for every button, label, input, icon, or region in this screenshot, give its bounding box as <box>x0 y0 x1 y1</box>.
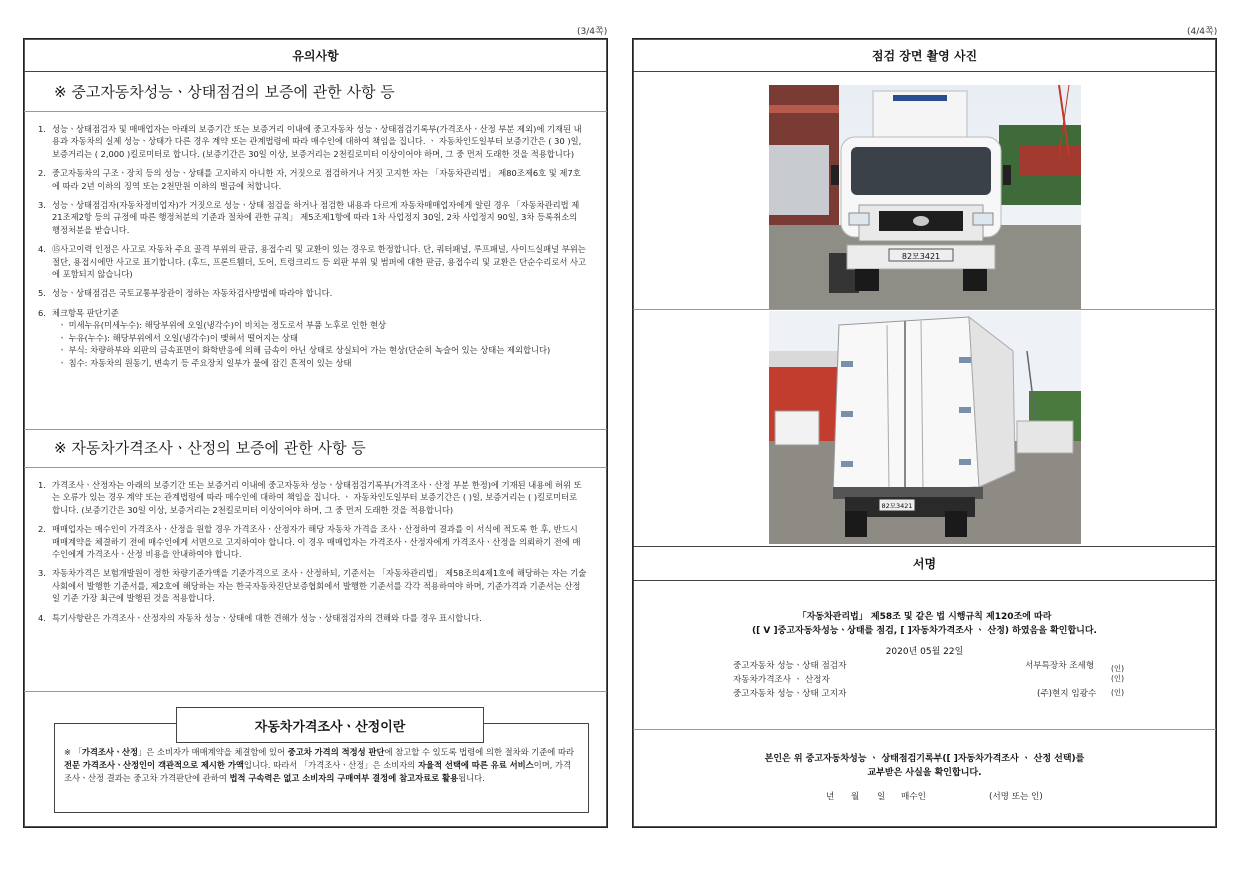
criteria-item: ㆍ 침수: 자동차의 원동기, 변속기 등 주요장치 일부가 물에 잠긴 흔적이 있는 상태 <box>58 357 352 368</box>
list-item: 6. 체크항목 판단기준 ㆍ 미세누유(미세누수): 해당부위에 오일(냉각수)이 비치는 정도로서 부품 노후로 인한 현상 ㆍ 누유(누수): 해당부위에서 오일(냉각수)이 맺혀서 떨어지는 상태 ㆍ 부식: 차량하부와 외판의 금속표면이 화학반응에 의해 금속이 아닌 상태로 상실되어 가는 현상(단순히 녹슬어 있는 상태는 제외합니다) ㆍ 침수: 자동차의 원동기, 변속기 등 주요장치 일부가 물에 잠긴 흔적이 있는 상태 <box>36 307 587 369</box>
body-text: 이며, 가격조사ㆍ산정 결과는 중고차 가격판단에 관하여 <box>64 760 572 783</box>
list-item: 2. 중고자동차의 구조ㆍ장치 등의 성능ㆍ상태를 고지하지 아니한 자, 거짓으로 점검하거나 거짓 고지한 자는 「자동차관리법」 제80조제6호 및 제7호에 따라 2년 이하의 징역 또는 2천만원 이하의 벌금에 처합니다. <box>38 168 581 191</box>
confirm-line-2: 교부받은 사실을 확인합니다. <box>867 768 982 778</box>
signer-seal: (인) <box>1111 674 1125 683</box>
law-line-1: 「자동차관리법」 제58조 및 같은 법 시행규칙 제120조에 따라 <box>797 612 1052 622</box>
section2-title: ※ 자동차가격조사ㆍ산정의 보증에 관한 사항 등 <box>54 439 366 457</box>
notice-page <box>23 38 608 828</box>
list-item: 3. 자동차가격은 보험개발원이 정한 차량기준가액을 기준가격으로 조사ㆍ산정하되, 기준서는 「자동차관리법」 제58조의4제1호에 해당하는 자는 기술사회에서 발행한 기준서를, 제2호에 해당하는 자는 한국자동차진단보증협회에서 발행한 기준서를 각각 적용하여야 하며, 기준가격과 기준서는 산정일 기준 가장 최근에 발행된 것을 적용합니다. <box>38 568 587 604</box>
buyer-month: 월 <box>851 792 860 802</box>
section1-list <box>36 123 587 376</box>
list-item: 1. 성능ㆍ상태점검자 및 매매업자는 아래의 보증기간 또는 보증거리 이내에 중고자동차 성능ㆍ상태점검기록부(가격조사ㆍ산정 부분 제외)에 기재된 내용과 자동차의 실제 성능ㆍ상태가 다른 경우 계약 또는 관계법령에 따라 매수인에 대하여 책임을 집니다. ㆍ 자동차인도일부터 보증기간은 ( 30 )일, 보증거리는 ( 2,000 )킬로미터로 합니다. (보증기간은 30일 이상, 보증거리는 2천킬로미터 이상이어야 하며, 그 중 먼저 도래한 것을 적용합니다) <box>38 124 582 159</box>
list-item: 5. 성능ㆍ상태점검은 국토교통부장관이 정하는 자동차검사방법에 따라야 합니다. <box>38 288 333 299</box>
price-survey-box-text <box>64 746 579 785</box>
buyer-year: 년 <box>826 792 835 802</box>
notice-header: 유의사항 <box>24 39 607 72</box>
front-view-photo <box>769 85 1081 309</box>
box-divider <box>24 691 607 692</box>
signer-role: 중고자동차 성능ㆍ상태 점검자 <box>733 661 847 671</box>
emphasis-text: 자율적 선택에 따른 유료 서비스 <box>417 760 534 770</box>
confirm-line-1: 본인은 위 중고자동차성능 ㆍ 상태점검기록부([ ]자동차가격조사 ㆍ 산정 선택)를 <box>764 754 1085 764</box>
emphasis-text: 법적 구속력은 없고 소비자의 구매여부 결정에 참고자료로 활용 <box>229 773 459 783</box>
list-item: 3. 성능ㆍ상태점검자(자동차정비업자)가 거짓으로 성능ㆍ상태 점검을 하거나 점검한 내용과 다르게 자동차매매업자에게 알린 경우 「자동차관리법 제21조제2항 등의 규정에 따른 행정처분의 기준과 절차에 관한 규칙」 제5조제1항에 따라 1차 사업정지 30일, 2차 사업정지 90일, 3차 등록취소의 행정처분을 받습니다. <box>38 200 580 235</box>
photo-divider <box>633 309 1216 310</box>
signer-name: (주)현지 임광수 <box>1037 689 1097 699</box>
buyer-signature-field[interactable]: (서명 또는 인) <box>989 792 1043 802</box>
body-text: 」은 소비자가 매매계약을 체결함에 있어 <box>138 747 288 757</box>
criteria-item: ㆍ 미세누유(미세누수): 해당부위에 오일(냉각수)이 비치는 정도로서 부품 노후로 인한 현상 <box>58 320 387 331</box>
rear-view-photo <box>769 311 1081 544</box>
criteria-item: ㆍ 부식: 차량하부와 외판의 금속표면이 화학반응에 의해 금속이 아닌 상태로 상실되어 가는 현상(단순히 녹슬어 있는 상태는 제외합니다) <box>58 345 551 356</box>
list-item: 1. 가격조사ㆍ산정자는 아래의 보증기간 또는 보증거리 이내에 중고자동차 성능ㆍ상태점검기록부(가격조사ㆍ산정 부분 한정)에 기재된 내용에 허위 또는 오류가 있는 경우 계약 또는 관계법령에 따라 매수인에 대하여 책임을 집니다. ㆍ 자동차인도일부터 보증기간은 ( )일, 보증거리는 ( )킬로미터로 합니다. (보증기간은 30일 이상, 보증거리는 2천킬로미터 이상이어야 하며, 그 중 먼저 도래한 것을 적용합니다) <box>38 480 582 515</box>
section2-list <box>36 479 587 631</box>
body-text: 에 참고할 수 있도록 법령에 의한 절차와 기준에 따라 <box>384 747 574 757</box>
emphasis-text: 가격조사ㆍ산정 <box>81 747 138 757</box>
signer-name: 서부특장차 조세형 <box>1025 661 1095 671</box>
section2-top-divider <box>24 429 607 430</box>
page-number-left: (3/4쪽) <box>577 27 608 37</box>
price-survey-box-title: 자동차가격조사ㆍ산정이란 <box>176 707 484 743</box>
section1-title: ※ 중고자동차성능ㆍ상태점검의 보증에 관한 사항 등 <box>54 83 395 101</box>
section1-divider <box>24 111 607 112</box>
rear-plate: 82모3421 <box>881 502 913 510</box>
photo-page <box>632 38 1217 828</box>
signature-header: 서명 <box>633 546 1216 581</box>
buyer-label: 매수인 <box>901 792 926 802</box>
list-item: 4. ⑮사고이력 인정은 사고로 자동차 주요 골격 부위의 판금, 용접수리 및 교환이 있는 경우로 한정합니다. 단, 쿼터패널, 루프패널, 사이드실패널 부위는 절단, 용접시에만 사고로 표기합니다. (후드, 프론트휀더, 도어, 트렁크리드 등 외판 부위 및 범퍼에 대한 판금, 용접수리 및 교환은 단순수리로서 사고에 포함되지 않습니다) <box>38 244 587 280</box>
section2-divider <box>24 467 607 468</box>
buyer-day: 일 <box>877 792 886 802</box>
body-text: ※ 「 <box>64 747 82 757</box>
confirm-divider <box>633 729 1216 730</box>
list-item: 4. 특기사항란은 가격조사ㆍ산정자의 자동차 성능ㆍ상태에 대한 견해가 성능ㆍ상태점검자의 견해와 다를 경우 표시합니다. <box>38 612 482 623</box>
emphasis-text: 중고차 가격의 적정성 판단 <box>287 747 385 757</box>
body-text: 입니다. 따라서 「가격조사ㆍ산정」은 소비자의 <box>243 760 418 770</box>
emphasis-text: 전문 가격조사ㆍ산정인이 객관적으로 제시한 가액 <box>64 760 244 770</box>
signer-seal: (인) <box>1111 688 1125 697</box>
photo-header: 점검 장면 촬영 사진 <box>633 39 1216 72</box>
criteria-item: ㆍ 누유(누수): 해당부위에서 오일(냉각수)이 맺혀서 떨어지는 상태 <box>58 332 298 343</box>
page-number-right: (4/4쪽) <box>1187 27 1218 37</box>
sign-date: 2020년 05월 22일 <box>885 647 964 657</box>
front-plate: 82모3421 <box>901 252 941 261</box>
law-line-2: ([ V ]중고자동차성능ㆍ상태를 점검, [ ]자동차가격조사 ㆍ 산정) 하였음을 확인합니다. <box>752 626 1097 636</box>
signer-role: 자동차가격조사 ㆍ 산정자 <box>733 675 830 685</box>
list-item: 2. 매매업자는 매수인이 가격조사ㆍ산정을 원할 경우 가격조사ㆍ산정자가 해당 자동차 가격을 조사ㆍ산정하여 결과를 이 서식에 적도록 한 후, 반드시 매매계약을 체결하기 전에 매수인에게 서면으로 고지하여야 합니다. 이 경우 매매업자는 가격조사ㆍ산정자에게 가격조사ㆍ산정을 의뢰하기 전에 매수인에게 가격조사ㆍ산정 비용을 안내하여야 합니다. <box>38 524 581 560</box>
body-text: 됩니다. <box>458 773 485 783</box>
signer-seal: (인) <box>1111 664 1125 673</box>
signer-role: 중고자동차 성능ㆍ상태 고지자 <box>733 689 847 699</box>
